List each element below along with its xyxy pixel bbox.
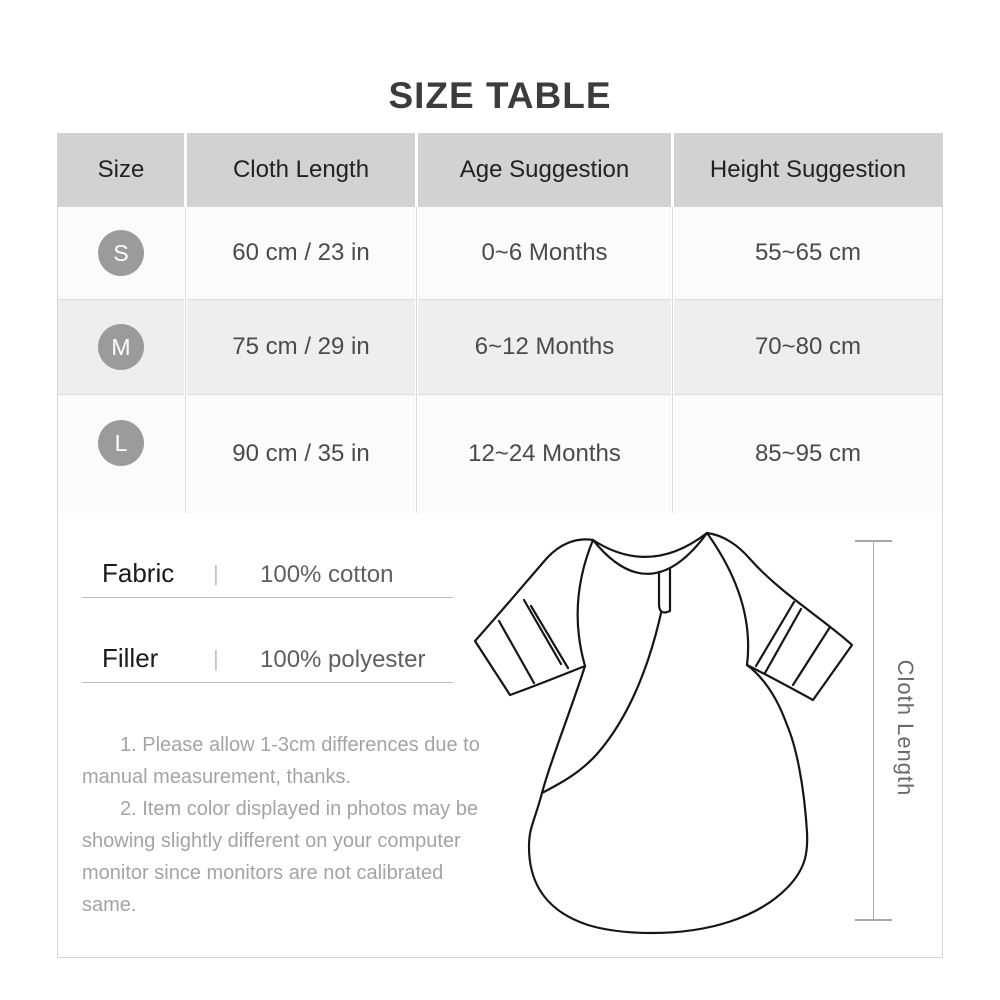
pipe-divider: |	[213, 561, 219, 586]
table-cell-l-cloth-length: 90 cm / 35 in	[187, 394, 415, 513]
placket-line	[659, 569, 670, 612]
table-cell-s-height: 55~65 cm	[674, 207, 942, 299]
table-cell-l-height: 85~95 cm	[674, 394, 942, 513]
column-divider	[185, 207, 186, 513]
spec-row-fabric	[82, 546, 453, 598]
left-sleeve-stripe	[499, 621, 534, 683]
table-cell-s-cloth-length: 60 cm / 23 in	[187, 207, 415, 299]
table-cell-l-age: 12~24 Months	[418, 394, 671, 513]
page-title: SIZE TABLE	[388, 74, 612, 116]
size-table	[58, 133, 942, 513]
measurement-notes	[82, 729, 482, 921]
right-raglan-seam	[707, 533, 748, 665]
header-cell-cloth-length: Cloth Length	[187, 133, 415, 207]
sleep-sack-illustration	[455, 525, 860, 955]
measure-cap-bottom	[855, 919, 892, 921]
spec-label-filler: Filler	[102, 643, 159, 673]
table-row-s-size-cell	[58, 207, 184, 299]
spec-value-filler: 100% polyester	[260, 646, 426, 673]
measure-line	[873, 541, 874, 920]
table-cell-m-height: 70~80 cm	[674, 299, 942, 394]
spec-row-filler	[82, 631, 453, 683]
details-panel	[58, 513, 942, 958]
collar-outline	[593, 533, 707, 574]
header-cell-height-suggestion: Height Suggestion	[674, 133, 942, 207]
measure-label: Cloth Length	[893, 659, 918, 797]
table-cell-s-age: 0~6 Months	[418, 207, 671, 299]
sheet	[57, 133, 943, 958]
table-cell-m-age: 6~12 Months	[418, 299, 671, 394]
size-badge-s: S	[98, 230, 144, 276]
header-cell-size: Size	[58, 133, 184, 207]
body-outline	[529, 665, 807, 933]
header-cell-age-suggestion: Age Suggestion	[418, 133, 671, 207]
spec-value-fabric: 100% cotton	[260, 561, 394, 588]
left-raglan-seam	[578, 540, 593, 666]
table-row-l-size-cell	[58, 394, 184, 513]
left-sleeve-stripe	[531, 606, 568, 668]
spec-label-fabric: Fabric	[102, 558, 175, 588]
wrap-seam	[542, 613, 661, 793]
right-sleeve-outline	[707, 533, 852, 700]
note-line-2: 2. Item color displayed in photos may be showing slightly different on your computer monitor since monitors are not calibrated same.	[82, 798, 478, 916]
pipe-divider: |	[213, 646, 219, 671]
table-row-m-size-cell	[58, 299, 184, 394]
left-sleeve-stripe	[524, 600, 561, 664]
size-badge-l: L	[98, 420, 144, 466]
table-cell-m-cloth-length: 75 cm / 29 in	[187, 299, 415, 394]
column-divider	[416, 207, 417, 513]
size-badge-m: M	[98, 324, 144, 370]
column-divider	[672, 207, 673, 513]
right-sleeve-stripe	[793, 627, 830, 685]
note-line-1: 1. Please allow 1-3cm differences due to manual measurement, thanks.	[82, 734, 480, 788]
measure-cap-top	[855, 540, 892, 542]
